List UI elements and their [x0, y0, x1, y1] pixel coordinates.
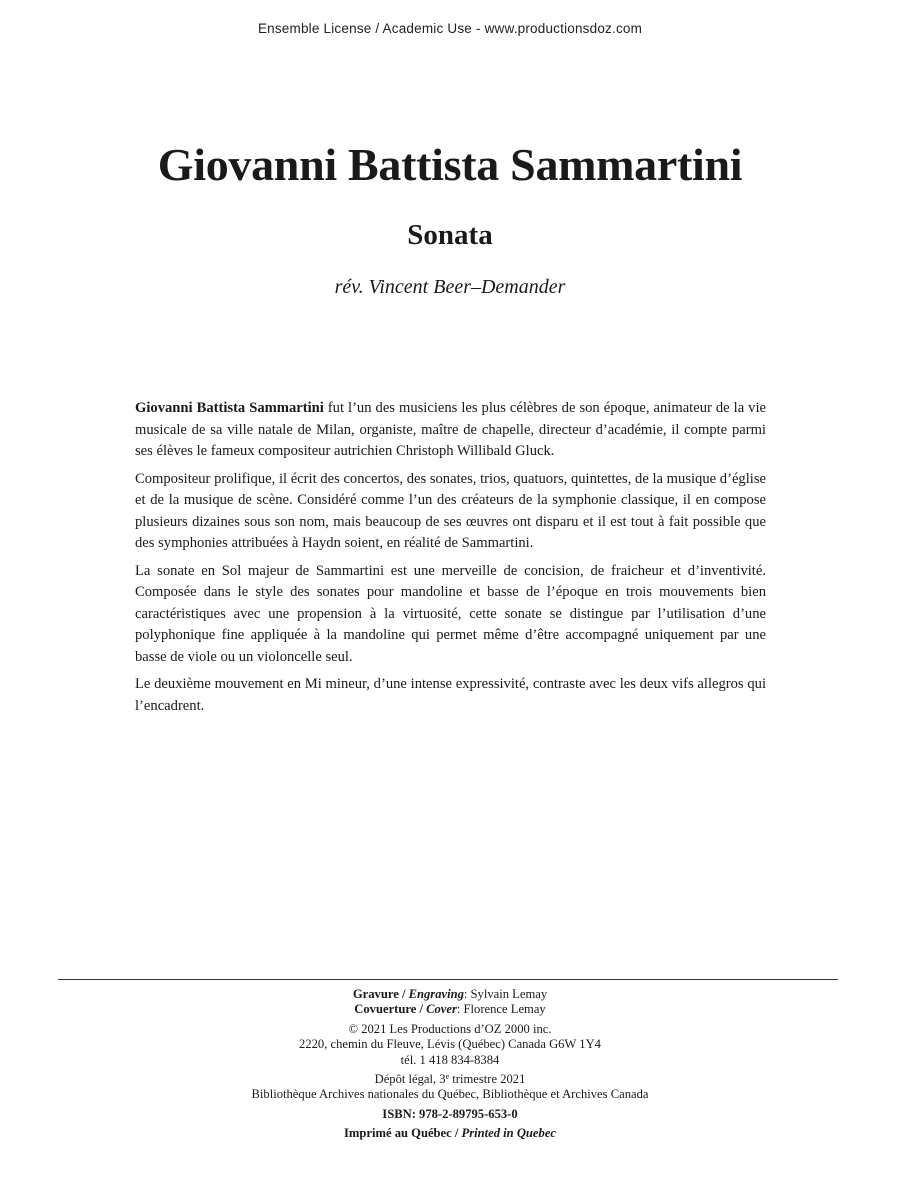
composer-name: Giovanni Battista Sammartini [157, 139, 743, 190]
legal-deposit-sup: e [445, 1072, 450, 1082]
publication-credits [0, 987, 900, 1142]
bio-paragraph-1-text: fut l’un des musiciens les plus célèbres de son époque, animateur de la vie musicale de sa ville natale de Milan, organiste, maître de chapelle, directeur d’académie, il compte parmi ses élèves le fameux compositeur autrichien Christoph Willibald Gluck. [135, 400, 766, 459]
legal-deposit-prefix: Dépôt légal, 3 [374, 1072, 446, 1087]
biography [135, 398, 766, 723]
work-title: Sonata [407, 219, 493, 251]
engraver-name: : Sylvain Lemay [463, 987, 548, 1001]
cover-label-en: Cover [426, 1002, 457, 1017]
footer-divider [58, 979, 838, 980]
engraving-label-fr: Gravure / [352, 987, 409, 1001]
publisher-address: 2220, chemin du Fleuve, Lévis (Québec) Canada G6W 1Y4 [299, 1037, 601, 1052]
bio-composer-name: Giovanni Battista Sammartini [135, 400, 324, 416]
bio-paragraph-2: Compositeur prolifique, il écrit des concertos, des sonates, trios, quatuors, quintettes, de la musique d’église et de la musique de scène. Considéré comme l’un des créateurs de la symphonie classique, il en compose plusieurs dizaines sous son nom, mais beaucoup de ses œuvres ont disparu et il est tout à fait possible que des symphonies attribuées à Haydn soient, en réalité de Sammartini. [135, 470, 766, 551]
printed-in-en: Printed in Quebec [461, 1126, 556, 1141]
engraving-credit [0, 987, 900, 1002]
printed-in-fr: Imprimé au Québec / [344, 1126, 462, 1141]
bio-paragraph-3: La sonate en Sol majeur de Sammartini est une merveille de concision, de fraicheur et d’inventivité. Composée dans le style des sonates pour mandoline et basse de l’époque en trois mouvements bien caractéristiques avec une propension à la virtuosité, cette sonate se distingue par l’utilisation d’une polyphonique fine appliquée à la mandoline qui permet même d’être accompagné uniquement par une basse de viole ou un violoncelle seul. [135, 562, 766, 665]
reviser-credit: rév. Vincent Beer–Demander [334, 276, 566, 298]
engraving-label-en: Engraving [408, 987, 464, 1001]
printed-in [0, 1126, 900, 1141]
legal-deposit [0, 1072, 900, 1087]
cover-label-fr: Covuerture / [354, 1002, 427, 1017]
library-archives: Bibliothèque Archives nationales du Québec, Bibliothèque et Archives Canada [251, 1087, 649, 1102]
legal-deposit-suffix: trimestre 2021 [449, 1072, 526, 1087]
copyright-notice: © 2021 Les Productions d’OZ 2000 inc. [348, 1021, 552, 1036]
cover-credit [0, 1002, 900, 1017]
isbn: ISBN: 978-2-89795-653-0 [382, 1106, 518, 1121]
cover-designer-name: : Florence Lemay [456, 1002, 546, 1017]
bio-paragraph-4: Le deuxième mouvement en Mi mineur, d’une intense expressivité, contraste avec les deux vifs allegros qui l’encadrent. [135, 676, 766, 714]
bio-paragraph-1 [135, 398, 766, 463]
publisher-phone: tél. 1 418 834-8384 [400, 1052, 500, 1067]
license-notice: Ensemble License / Academic Use - www.productionsdoz.com [257, 21, 643, 36]
